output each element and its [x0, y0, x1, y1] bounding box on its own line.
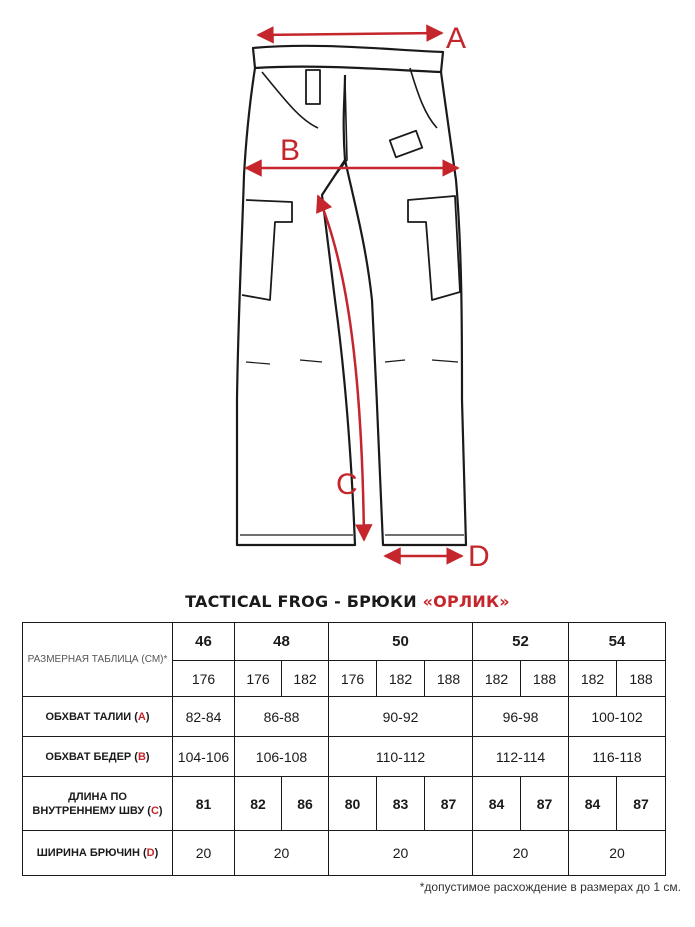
- hips-value: 104-106: [173, 737, 235, 777]
- height-cell: 182: [377, 661, 425, 697]
- height-cell: 182: [282, 661, 329, 697]
- height-cell: 188: [521, 661, 569, 697]
- height-cell: 188: [425, 661, 473, 697]
- inseam-label-line1: ДЛИНА ПО: [68, 790, 127, 803]
- right-front-pocket: [410, 68, 437, 128]
- size-table: [22, 622, 666, 876]
- inseam-value: 84: [569, 777, 617, 831]
- hem-close: ): [154, 847, 159, 859]
- inseam-value: 87: [617, 777, 666, 831]
- hem-label-text: ШИРИНА БРЮЧИН (: [36, 847, 147, 859]
- title-accent: «ОРЛИК»: [422, 592, 510, 611]
- page-title: [0, 592, 695, 611]
- inseam-value: 80: [329, 777, 377, 831]
- size-52: 52: [473, 623, 569, 661]
- size-46: 46: [173, 623, 235, 661]
- waist-value: 96-98: [473, 697, 569, 737]
- title-prefix: TACTICAL FROG - БРЮКИ: [185, 592, 423, 611]
- waist-value: 82-84: [173, 697, 235, 737]
- hips-label: [23, 737, 173, 777]
- inseam-value: 87: [425, 777, 473, 831]
- inseam-value: 87: [521, 777, 569, 831]
- hem-value: 20: [235, 831, 329, 876]
- size-50: 50: [329, 623, 473, 661]
- height-cell: 182: [473, 661, 521, 697]
- belt-tab-right: [390, 131, 422, 157]
- hips-value: 110-112: [329, 737, 473, 777]
- inseam-label: [23, 777, 173, 831]
- hem-value: 20: [473, 831, 569, 876]
- hips-value: 106-108: [235, 737, 329, 777]
- waist-value: 100-102: [569, 697, 666, 737]
- label-b: B: [280, 134, 301, 167]
- waist-label-text: ОБХВАТ ТАЛИИ (: [45, 710, 138, 723]
- waist-row: [23, 697, 666, 737]
- knee-dart-left: [246, 360, 322, 364]
- hips-label-text: ОБХВАТ БЕДЕР (: [45, 750, 138, 763]
- hem-row: [23, 831, 666, 876]
- belt-tab-left: [306, 70, 320, 104]
- waist-value: 86-88: [235, 697, 329, 737]
- inseam-row: [23, 777, 666, 831]
- hem-label: [23, 831, 173, 876]
- footnote: *допустимое расхождение в размерах до 1 см.: [419, 880, 681, 894]
- label-a: A: [446, 22, 467, 55]
- waist-label: [23, 697, 173, 737]
- hips-value: 112-114: [473, 737, 569, 777]
- inseam-value: 86: [282, 777, 329, 831]
- hips-close: ): [145, 750, 150, 763]
- height-cell: 176: [235, 661, 282, 697]
- measure-a-line: [258, 33, 442, 35]
- hips-value: 116-118: [569, 737, 666, 777]
- inseam-close: ): [158, 804, 163, 817]
- hem-value: 20: [173, 831, 235, 876]
- inseam-value: 84: [473, 777, 521, 831]
- hem-value: 20: [329, 831, 473, 876]
- left-cargo-pocket: [242, 200, 292, 300]
- table-caption: РАЗМЕРНАЯ ТАБЛИЦА (СМ)*: [23, 623, 173, 697]
- waist-letter: A: [137, 710, 146, 723]
- hem-value: 20: [569, 831, 666, 876]
- height-cell: 182: [569, 661, 617, 697]
- size-header-row: [23, 623, 666, 661]
- size-54: 54: [569, 623, 666, 661]
- size-48: 48: [235, 623, 329, 661]
- hips-letter: B: [137, 750, 146, 763]
- label-c: C: [336, 468, 358, 501]
- inseam-letter: C: [150, 804, 159, 817]
- hips-row: [23, 737, 666, 777]
- height-cell: 176: [173, 661, 235, 697]
- inseam-value: 83: [377, 777, 425, 831]
- waist-value: 90-92: [329, 697, 473, 737]
- inseam-label-line2: ВНУТРЕННЕМУ ШВУ (: [32, 804, 151, 817]
- waist-close: ): [145, 710, 150, 723]
- label-d: D: [468, 540, 490, 573]
- inseam-value: 82: [235, 777, 282, 831]
- height-cell: 188: [617, 661, 666, 697]
- waistband: [253, 46, 443, 72]
- hem-letter: D: [146, 847, 155, 859]
- inseam-value: 81: [173, 777, 235, 831]
- height-cell: 176: [329, 661, 377, 697]
- right-cargo-pocket: [408, 196, 460, 300]
- knee-dart-right: [385, 360, 458, 362]
